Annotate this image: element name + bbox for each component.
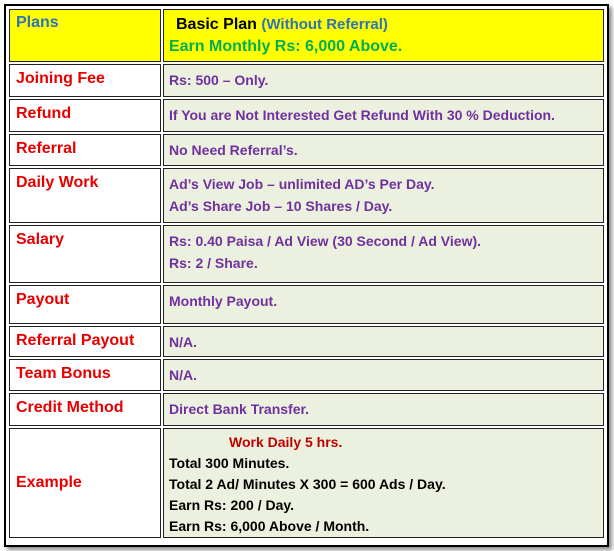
earn-line: Earn Monthly Rs: 6,000 Above. <box>169 38 403 55</box>
plan-title <box>169 16 603 34</box>
example-line: Total 300 Minutes. <box>169 455 290 471</box>
row-label: Referral <box>9 134 161 166</box>
row-value-line: Monthly Payout. <box>169 293 278 309</box>
row-label: Refund <box>9 99 161 132</box>
row-value-line: Rs: 0.40 Paisa / Ad View (30 Second / Ad View). <box>169 233 482 249</box>
example-label: Example <box>9 428 161 538</box>
row-value-line: N/A. <box>169 334 197 350</box>
example-row <box>9 428 604 538</box>
row-value <box>163 134 604 166</box>
plan-name: Basic Plan <box>176 16 257 33</box>
row-value <box>163 359 604 391</box>
row-label: Payout <box>9 285 161 324</box>
row-label: Team Bonus <box>9 359 161 391</box>
table-row <box>9 285 604 324</box>
row-value <box>163 99 604 132</box>
table-row <box>9 64 604 97</box>
example-line: Earn Rs: 200 / Day. <box>169 497 295 513</box>
row-value-line: Ad’s Share Job – 10 Shares / Day. <box>169 198 393 214</box>
table-row <box>9 359 604 391</box>
row-label: Credit Method <box>9 393 161 426</box>
row-value <box>163 225 604 283</box>
row-label: Joining Fee <box>9 64 161 97</box>
example-value <box>163 428 604 538</box>
example-line: Earn Rs: 6,000 Above / Month. <box>169 518 370 534</box>
row-value <box>163 285 604 324</box>
row-label: Referral Payout <box>9 326 161 357</box>
row-value <box>163 168 604 223</box>
plan-table-frame <box>4 4 609 547</box>
row-value-line: If You are Not Interested Get Refund With 30 % Deduction. <box>169 107 555 123</box>
row-value-line: Ad’s View Job – unlimited AD’s Per Day. <box>169 176 435 192</box>
row-value-line: No Need Referral’s. <box>169 142 298 158</box>
table-row <box>9 393 604 426</box>
table-header-row <box>9 9 604 62</box>
example-line: Total 2 Ad/ Minutes X 300 = 600 Ads / Day. <box>169 476 446 492</box>
table-row <box>9 326 604 357</box>
plan-paren: (Without Referral) <box>261 16 388 33</box>
row-value <box>163 393 604 426</box>
row-value-line: N/A. <box>169 367 197 383</box>
row-label: Daily Work <box>9 168 161 223</box>
table-row <box>9 168 604 223</box>
row-label: Salary <box>9 225 161 283</box>
row-value-line: Direct Bank Transfer. <box>169 401 310 417</box>
table-row <box>9 99 604 132</box>
plans-header-label: Plans <box>9 9 161 62</box>
example-heading: Work Daily 5 hrs. <box>229 434 343 450</box>
table-row <box>9 134 604 166</box>
row-value-line: Rs: 2 / Share. <box>169 255 258 271</box>
row-value <box>163 326 604 357</box>
row-value <box>163 64 604 97</box>
row-value-line: Rs: 500 – Only. <box>169 72 269 88</box>
plan-title-cell <box>163 9 604 62</box>
table-row <box>9 225 604 283</box>
plan-table <box>7 7 606 540</box>
